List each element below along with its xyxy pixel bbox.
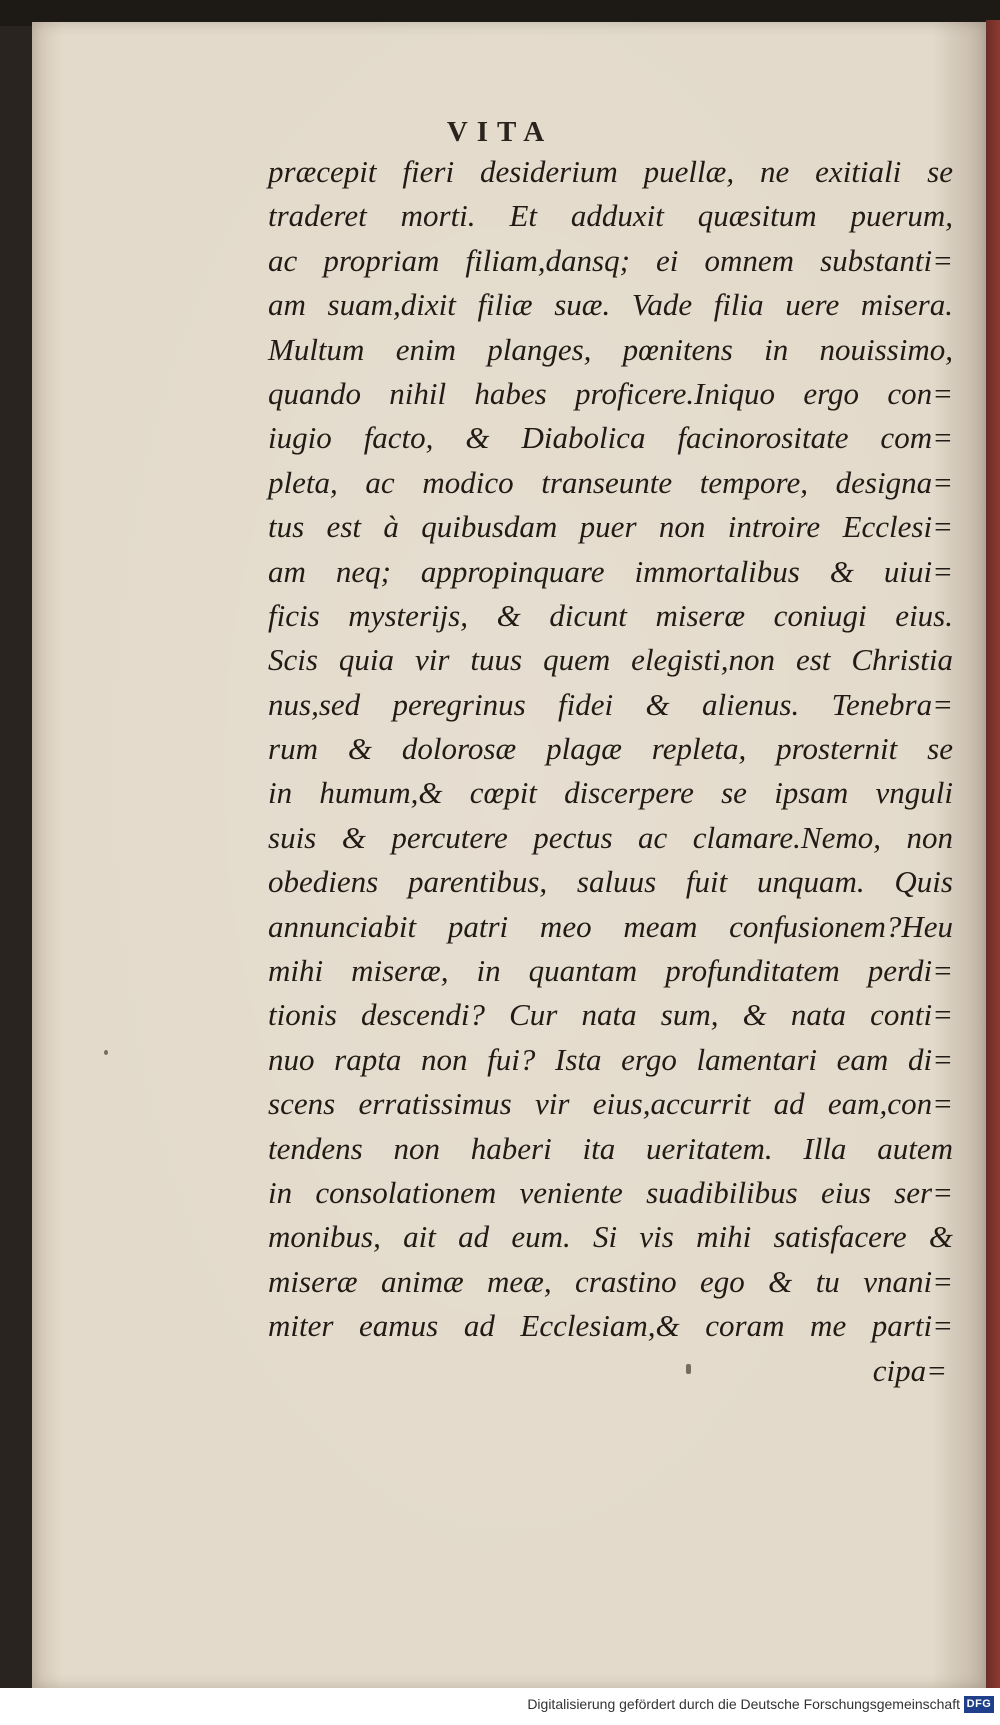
text-line: traderet morti. Et adduxit quæsitum puerum, [268,198,953,234]
text-line: nus,sed peregrinus fidei & alienus. Tenebra= [268,686,953,722]
text-line: tendens non haberi ita ueritatem. Illa autem [268,1130,953,1166]
text-line: tus est à quibusdam puer non introire Ecclesi= [268,509,953,545]
text-line: Scis quia vir tuus quem elegisti,non est Christia [268,642,953,678]
text-line: Multum enim planges, pœnitens in nouissimo, [268,331,953,367]
text-line: iugio facto, & Diabolica facinorositate com= [268,420,953,456]
text-line: in consolationem veniente suadibilibus eius ser= [268,1174,953,1210]
text-line: obediens parentibus, saluus fuit unquam. Quis [268,864,953,900]
text-line: suis & percutere pectus ac clamare.Nemo, non [268,819,953,855]
text-line: miseræ animæ meæ, crastino ego & tu vnani= [268,1263,953,1299]
text-line: ficis mysterijs, & dicunt miseræ coniugi eius. [268,597,953,633]
text-line: pleta, ac modico transeunte tempore, designa= [268,464,953,500]
text-line: miter eamus ad Ecclesiam,& coram me parti= [268,1308,953,1344]
binding-edge [986,20,1000,1690]
footer-credit: Digitalisierung gefördert durch die Deutsche Forschungsgemeinschaft [527,1696,960,1712]
ink-speck [104,1050,108,1055]
text-block [268,150,953,1393]
text-line: præcepit fieri desiderium puellæ, ne exitiali se [268,154,953,189]
text-line: mihi miseræ, in quantam profunditatem perdi= [268,953,953,989]
text-line: tionis descendi? Cur nata sum, & nata conti= [268,997,953,1033]
text-line: am neq; appropinquare immortalibus & uiui= [268,553,953,589]
running-head: VITA [446,116,554,148]
digitization-footer [0,1688,1000,1725]
text-line: annunciabit patri meo meam confusionem?Heu [268,908,953,944]
text-line: am suam,dixit filiæ suæ. Vade filia uere misera. [268,287,953,323]
text-line: ac propriam filiam,dansq; ei omnem substanti= [268,242,953,278]
text-line: in humum,& cœpit discerpere se ipsam vnguli [268,775,953,811]
dfg-logo: DFG [964,1696,994,1713]
text-line: monibus, ait ad eum. Si vis mihi satisfacere & [268,1219,953,1255]
text-line: rum & dolorosæ plagæ repleta, prosternit se [268,731,953,767]
text-line: quando nihil habes proficere.Iniquo ergo con= [268,375,953,411]
text-line: cipa= [872,1352,947,1388]
text-line: nuo rapta non fui? Ista ergo lamentari eam di= [268,1041,953,1077]
text-line: scens erratissimus vir eius,accurrit ad eam,con= [268,1086,953,1122]
